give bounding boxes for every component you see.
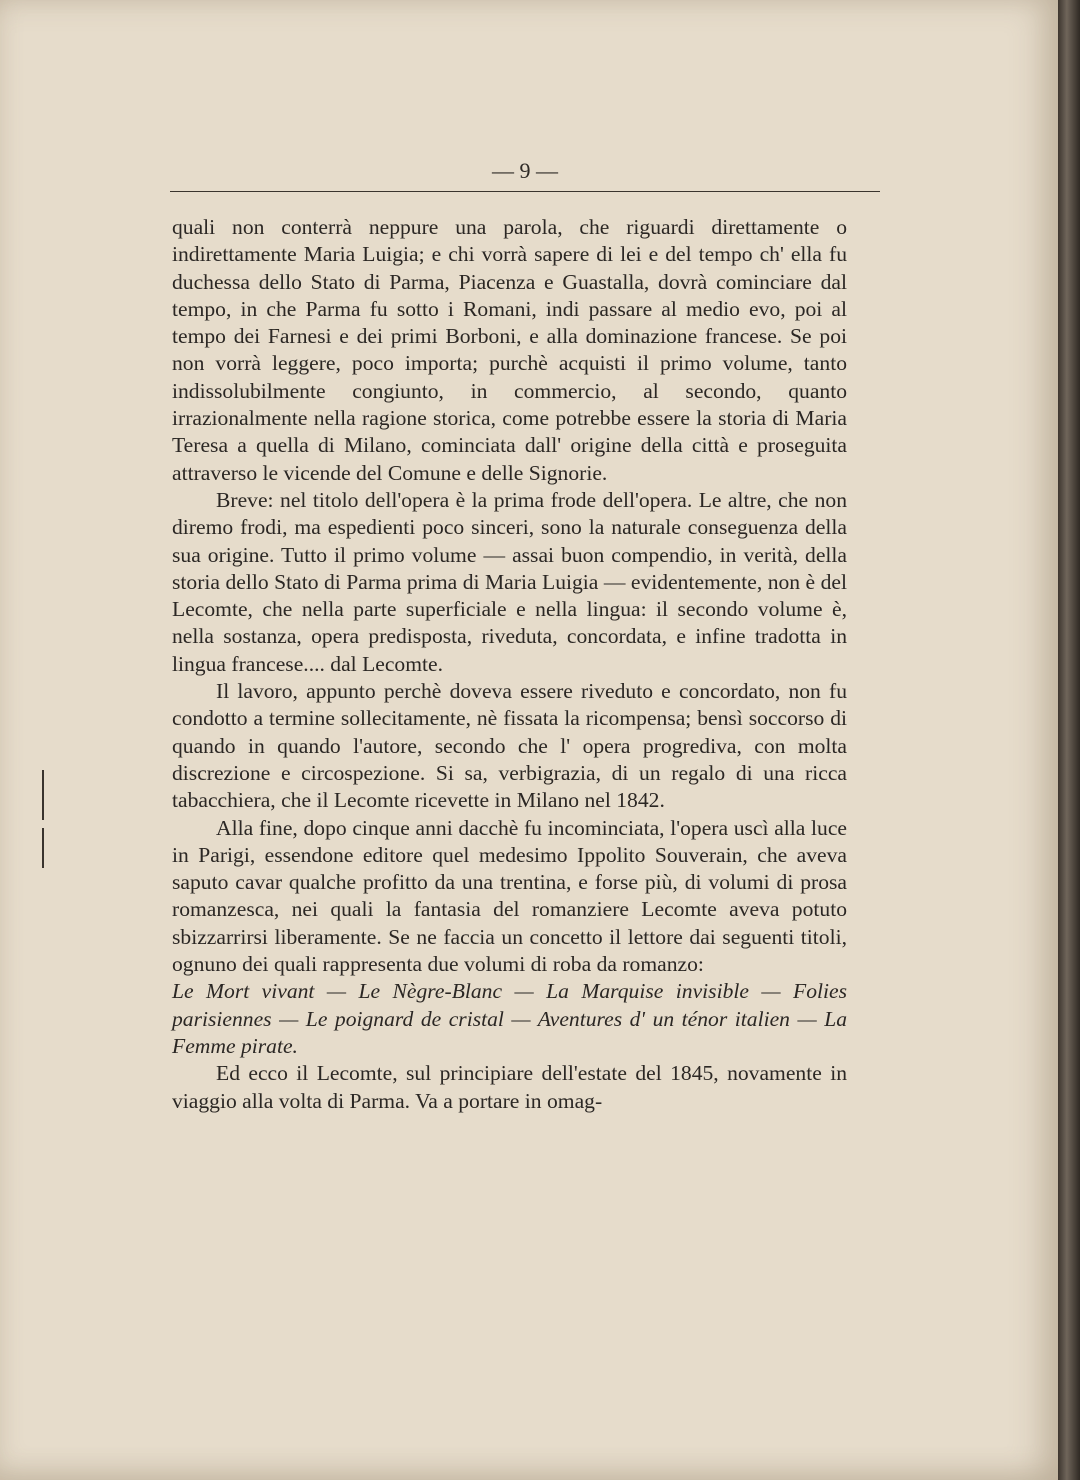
- page-edge-shadow: [1058, 0, 1080, 1480]
- body-text: [172, 214, 847, 1115]
- margin-pencil-marks: [40, 770, 48, 870]
- margin-mark-upper: [42, 770, 44, 820]
- paragraph-1: quali non conterrà neppure una parola, che riguardi direttamente o indirettamente Maria Luigia; e chi vorrà sapere di lei e del tempo ch' ella fu duchessa dello Stato di Parma, Piacenza e Guastalla, dovrà cominciare dal tempo, in che Parma fu sotto i Romani, indi passare al medio evo, poi al tempo dei Farnesi e dei primi Borboni, e alla dominazione francese. Se poi non vorrà leggere, poco importa; purchè acquisti il primo volume, tanto indissolubilmente congiunto, in commercio, al secondo, quanto irrazionalmente nella ragione storica, come potrebbe essere la storia di Maria Teresa a quella di Milano, cominciata dall' origine della città e proseguita attraverso le vicende del Comune e delle Signorie.: [172, 215, 847, 485]
- paragraph-2: Breve: nel titolo dell'opera è la prima frode dell'opera. Le altre, che non diremo frodi, ma espedienti poco sinceri, sono la naturale conseguenza della sua origine. Tutto il primo volume — assai buon compendio, in verità, della storia dello Stato di Parma prima di Maria Luigia — evidentemente, non è del Lecomte, che nella parte superficiale e nella lingua: il secondo volume è, nella sostanza, opera predisposta, riveduta, concordata, e infine tradotta in lingua francese.... dal Lecomte.: [172, 487, 847, 676]
- margin-mark-lower: [42, 828, 44, 868]
- page-header: [170, 158, 880, 198]
- header-rule: [170, 191, 880, 192]
- novel-titles-list: Le Mort vivant — Le Nègre-Blanc — La Marquise invisible — Folies parisiennes — Le poignard de cristal — Aventures d' un ténor italien — La Femme pirate.: [172, 979, 847, 1058]
- paragraph-5: Ed ecco il Lecomte, sul principiare dell'estate del 1845, novamente in viaggio alla volta di Parma. Va a portare in omag-: [172, 1061, 847, 1113]
- paragraph-4: Alla fine, dopo cinque anni dacchè fu incominciata, l'opera uscì alla luce in Parigi, essendone editore quel medesimo Ippolito Souverain, che aveva saputo cavar qualche profitto da una trentina, e forse più, di volumi di prosa romanzesca, nei quali la fantasia del romanziere Lecomte aveva potuto sbizzarrirsi liberamente. Se ne faccia un concetto il lettore dai seguenti titoli, ognuno dei quali rappresenta due volumi di roba da romanzo:: [172, 815, 847, 977]
- page-number: — 9 —: [492, 158, 558, 183]
- paragraph-3: Il lavoro, appunto perchè doveva essere riveduto e concordato, non fu condotto a termine sollecitamente, nè fissata la ricompensa; bensì soccorso di quando in quando l'autore, secondo che l' opera progrediva, con molta discrezione e circospezione. Si sa, verbigrazia, di un regalo di una ricca tabacchiera, che il Lecomte ricevette in Milano nel 1842.: [172, 679, 847, 813]
